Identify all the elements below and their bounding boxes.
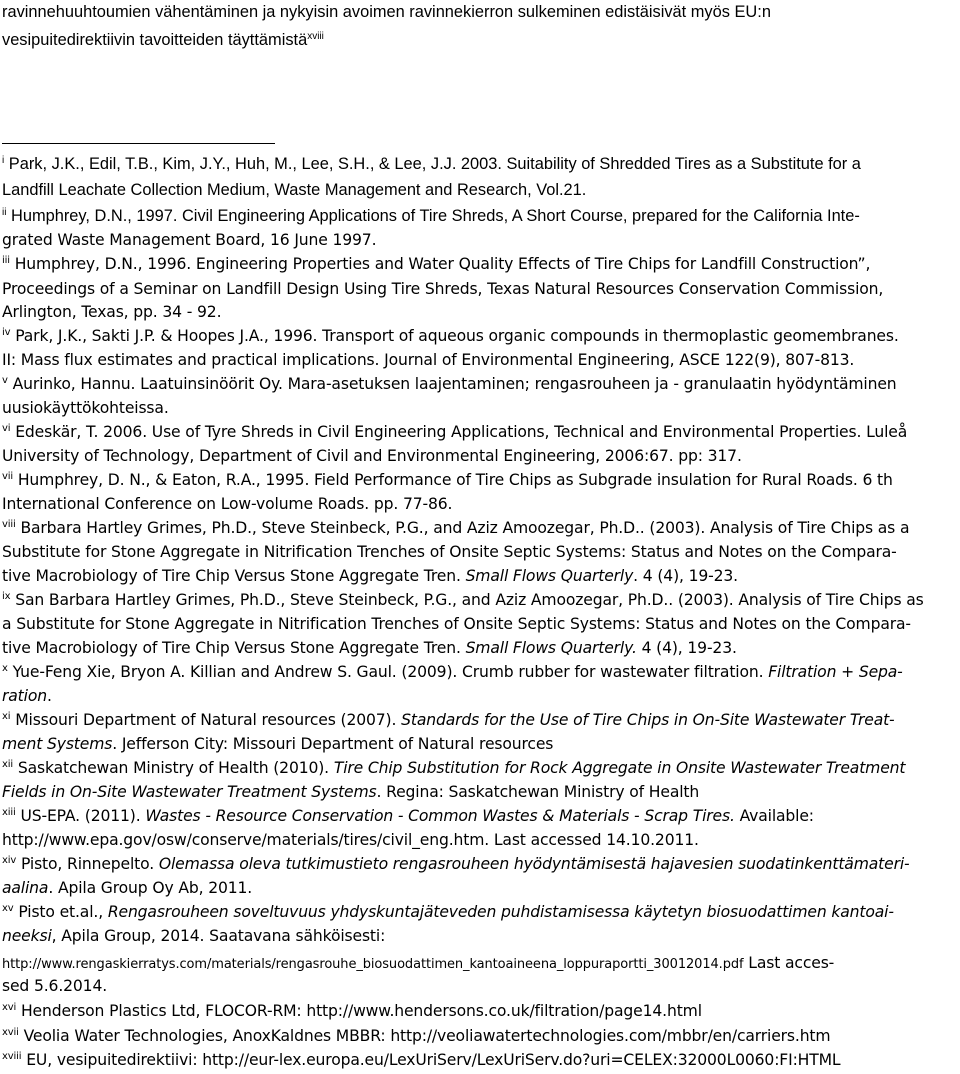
footnote-text: . Jefferson City: Missouri Department of Natural resources [112, 735, 554, 753]
footnote-xiii-cont [2, 830, 699, 850]
body-text: vesipuitedirektiivin tavoitteiden täyttämistä [2, 31, 308, 49]
footnote-i [2, 154, 861, 174]
footnote-marker: v [2, 375, 8, 386]
footnote-marker: iv [2, 327, 11, 338]
document-title: Rengasrouheen soveltuvuus yhdyskuntajäteveden puhdistamisessa käytetyn biosuodattimen kantoai- [107, 903, 894, 921]
footnote-text: Last acces- [743, 954, 835, 972]
footnote-marker: xiv [2, 855, 17, 866]
footnote-ix [2, 590, 924, 610]
footnote-viii [2, 518, 909, 538]
footnote-text: Humphrey, D.N., 1997. Civil Engineering Applications of Tire Shreds, A Short Course, prepared for the California Inte- [11, 207, 860, 225]
document-title: Olemassa oleva tutkimustieto rengasrouheen hyödyntämisestä hajavesien suodatinkenttämateri- [158, 855, 910, 873]
body-text-line [2, 30, 324, 50]
footnote-viii-cont [2, 542, 897, 562]
footnote-text: Landfill Leachate Collection Medium, Waste Management and Research, Vol.21. [2, 181, 587, 199]
footnote-xv-cont [2, 953, 834, 975]
footnote-text: Barbara Hartley Grimes, Ph.D., Steve Steinbeck, P.G., and Aziz Amoozegar, Ph.D.. (2003). Analysis of Tire Chips as a [20, 519, 910, 537]
footnote-vii-cont [2, 494, 452, 514]
footnote-x [2, 662, 903, 682]
footnote-text: Pisto, Rinnepelto. [20, 855, 159, 873]
footnote-viii-cont [2, 566, 738, 586]
document-title: Fields in On-Site Wastewater Treatment Systems [2, 783, 377, 801]
footnote-v [2, 374, 897, 394]
footnote-text: Available: [734, 807, 814, 825]
footnote-vii [2, 470, 893, 490]
footnote-ix-cont [2, 614, 911, 634]
footnote-marker: iii [2, 255, 10, 266]
footnote-marker: xviii [2, 1051, 22, 1062]
footnote-text: . 4 (4), 19-23. [633, 567, 738, 585]
footnote-text: Proceedings of a Seminar on Landfill Design Using Tire Shreds, Texas Natural Resources Conservation Commission, [2, 280, 884, 298]
footnote-marker: x [2, 663, 8, 674]
footnote-text: Veolia Water Technologies, AnoxKaldnes MBBR: http://veoliawatertechnologies.com/mbbr/en/carriers.htm [23, 1027, 831, 1045]
footnote-v-cont [2, 398, 169, 418]
footnote-xii [2, 758, 905, 778]
footnote-marker: xiii [2, 807, 16, 818]
journal-title: Filtration + Sepa- [768, 663, 903, 681]
footnote-text: sed 5.6.2014. [2, 977, 108, 995]
footnote-marker: xvi [2, 1002, 17, 1013]
footnote-marker: i [2, 155, 5, 166]
footnote-text: II: Mass flux estimates and practical implications. Journal of Environmental Engineering, ASCE 122(9), 807-813. [2, 351, 855, 369]
footnote-text: Missouri Department of Natural resources (2007). [15, 711, 402, 729]
footnote-link-text[interactable]: http://www.rengaskierratys.com/materials/rengasrouhe_biosuodattimen_kantoaineena_loppuraportti_30012014.pdf [2, 957, 744, 972]
footnote-text: uusiokäyttökohteissa. [2, 399, 169, 417]
footnote-text: Yue-Feng Xie, Bryon A. Killian and Andrew S. Gaul. (2009). Crumb rubber for wastewater filtration. [12, 663, 769, 681]
footnote-text: Saskatchewan Ministry of Health (2010). [17, 759, 334, 777]
footnote-i-cont [2, 180, 586, 200]
footnote-marker: ix [2, 591, 11, 602]
document-title: Wastes - Resource Conservation - Common Wastes & Materials - Scrap Tires. [145, 807, 735, 825]
footnote-text: Pisto et.al., [18, 903, 108, 921]
footnote-iii-cont [2, 302, 221, 322]
footnote-vi-cont [2, 446, 742, 466]
footnote-x-cont [2, 686, 52, 706]
footnote-text: grated Waste Management Board, 16 June 1997. [2, 231, 377, 249]
footnote-iv [2, 326, 899, 346]
journal-title: ration [2, 687, 47, 705]
footnote-text: Edeskär, T. 2006. Use of Tyre Shreds in Civil Engineering Applications, Technical and Environmental Properties. Luleå [15, 423, 908, 441]
footnote-text: Humphrey, D. N., & Eaton, R.A., 1995. Field Performance of Tire Chips as Subgrade insulation for Rural Roads. 6 th [17, 471, 893, 489]
footnote-iv-cont [2, 350, 854, 370]
footnote-ref[interactable]: xviii [307, 31, 324, 42]
footnote-vi [2, 422, 907, 442]
footnote-text: . Apila Group Oy Ab, 2011. [48, 879, 253, 897]
footnote-text: . Regina: Saskatchewan Ministry of Health [376, 783, 700, 801]
document-title: aalina [2, 879, 49, 897]
document-title: Standards for the Use of Tire Chips in On-Site Wastewater Treat- [401, 711, 895, 729]
document-title: neeksi [2, 927, 52, 945]
footnote-marker: xv [2, 903, 14, 914]
footnote-xiv [2, 854, 910, 874]
footnote-text: Humphrey, D.N., 1996. Engineering Properties and Water Quality Effects of Tire Chips for Landfill Construction”, [14, 255, 871, 273]
footnote-xii-cont [2, 782, 699, 802]
footnote-ii-cont [2, 230, 376, 250]
footnote-xiv-cont [2, 878, 252, 898]
footnote-xv-cont [2, 926, 385, 946]
footnote-text: . [46, 687, 52, 705]
body-text: ravinnehuuhtoumien vähentäminen ja nykyisin avoimen ravinnekierron sulkeminen edistäisivät myös EU:n [2, 3, 771, 21]
footnote-text: San Barbara Hartley Grimes, Ph.D., Steve Steinbeck, P.G., and Aziz Amoozegar, Ph.D.. (2003). Analysis of Tire Chips as [15, 591, 924, 609]
footnote-text: a Substitute for Stone Aggregate in Nitrification Trenches of Onsite Septic Systems: Status and Notes on the Compara- [2, 615, 911, 633]
footnote-text: Park, J.K., Edil, T.B., Kim, J.Y., Huh, M., Lee, S.H., & Lee, J.J. 2003. Suitability of Shredded Tires as a Substitute for a [8, 155, 861, 173]
footnote-separator [2, 143, 275, 144]
footnote-ix-cont [2, 638, 737, 658]
footnote-marker: xi [2, 711, 11, 722]
footnote-link-text[interactable]: http://www.epa.gov/osw/conserve/materials/tires/civil_eng.htm. Last accessed 14.10.2011. [2, 831, 699, 849]
footnote-iii [2, 254, 870, 274]
footnote-marker: vii [2, 471, 14, 482]
footnote-xvii [2, 1026, 830, 1046]
footnote-text: EU, vesipuitedirektiivi: http://eur-lex.europa.eu/LexUriServ/LexUriServ.do?uri=CELEX:32000L0060:FI:HTML [26, 1051, 841, 1069]
footnote-xviii [2, 1050, 840, 1070]
footnote-ii [2, 206, 860, 226]
footnote-xi [2, 710, 895, 730]
footnote-xv [2, 902, 894, 922]
footnote-iii-cont [2, 279, 883, 299]
footnote-marker: xvii [2, 1027, 19, 1038]
footnote-text: International Conference on Low-volume Roads. pp. 77-86. [2, 495, 453, 513]
footnote-xvi [2, 1001, 702, 1021]
journal-title: Small Flows Quarterly. [465, 639, 637, 657]
footnote-marker: ii [2, 207, 7, 218]
footnote-marker: xii [2, 759, 14, 770]
footnote-text: Park, J.K., Sakti J.P. & Hoopes J.A., 1996. Transport of aqueous organic compounds in thermoplastic geomembranes. [15, 327, 899, 345]
footnote-text: tive Macrobiology of Tire Chip Versus Stone Aggregate Tren. [2, 639, 466, 657]
footnote-text: Aurinko, Hannu. Laatuinsinöörit Oy. Mara-asetuksen laajentaminen; rengasrouheen ja - granulaatin hyödyntäminen [12, 375, 897, 393]
document-title: Tire Chip Substitution for Rock Aggregate in Onsite Wastewater Treatment [333, 759, 906, 777]
footnote-text: Henderson Plastics Ltd, FLOCOR-RM: http://www.hendersons.co.uk/filtration/page14.html [20, 1002, 702, 1020]
document-title: ment Systems [2, 735, 113, 753]
footnote-text: University of Technology, Department of Civil and Environmental Engineering, 2006:67. pp: 317. [2, 447, 742, 465]
footnote-xv-cont [2, 976, 107, 996]
footnote-text: tive Macrobiology of Tire Chip Versus Stone Aggregate Tren. [2, 567, 466, 585]
footnote-marker: vi [2, 423, 11, 434]
footnote-marker: viii [2, 519, 16, 530]
footnote-xi-cont [2, 734, 553, 754]
footnote-text: Substitute for Stone Aggregate in Nitrification Trenches of Onsite Septic Systems: Status and Notes on the Compara- [2, 543, 897, 561]
body-text-line [2, 2, 771, 22]
footnote-text: , Apila Group, 2014. Saatavana sähköisesti: [51, 927, 386, 945]
footnote-text: US-EPA. (2011). [20, 807, 146, 825]
footnote-text: Arlington, Texas, pp. 34 - 92. [2, 303, 222, 321]
journal-title: Small Flows Quarterly [465, 567, 634, 585]
footnote-xiii [2, 806, 814, 826]
footnote-text: 4 (4), 19-23. [636, 639, 737, 657]
